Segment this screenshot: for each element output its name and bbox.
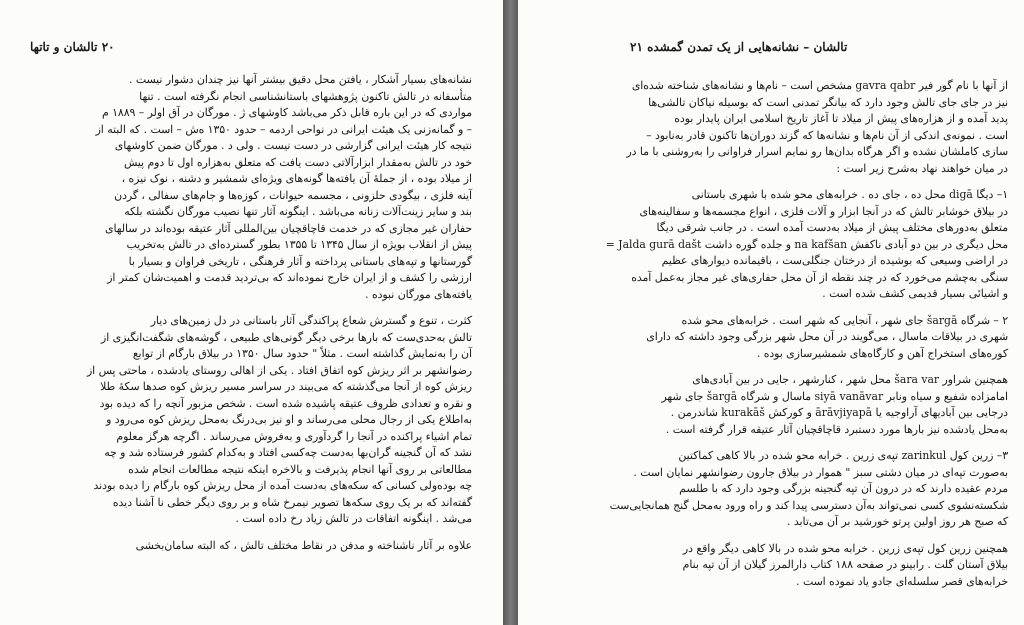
text-line: رضوانشهر بر اثر ریزش کوه اتفاق افتاد . یکی از اهالی روستای یادشده ، ماحتی پس از xyxy=(86,363,472,377)
text-line: متأسفانه در تالش تاکنون پژوهشهای باستانشناسی انجام نگرفته است . تنها xyxy=(139,89,472,103)
text-line: شکسته‌نشوی کسی نمی‌تواند به‌آن دسترسی پیدا کند و راه ورود به‌محل گنج همانجایی‌ست xyxy=(609,498,1008,512)
text-line: آینه فلزی ، بیگودی حلزونی ، مجسمه حیوانات ، کوزه‌ها و جام‌های سفالی ، گردن xyxy=(114,188,472,202)
paragraph xyxy=(630,372,1008,438)
right-page-header: تالشان – نشانه‌هایی از یک تمدن گمشده ۲۱ xyxy=(630,40,848,54)
text-line: چه بوده‌ولی کسانی که سکه‌های به‌دست آمده از محل ریزش کوه بارگام را دیده بودند xyxy=(93,479,472,492)
text-line: سنگی به‌چشم می‌خورد که در چند نقطه از آن محل حفاری‌های غیر مجاز به‌عمل آمده xyxy=(631,270,1008,284)
text-line: نیز در جای جای تالش وجود دارد که بیانگر تمدنی است که بوسیله نیاکان تالشی‌ها xyxy=(648,95,1008,109)
text-line: مواردی که در این باره قابل ذکر می‌باشد کاوشهای ژ . مورگان در آق اولر – ۱۸۸۹ م xyxy=(102,106,472,119)
paragraph-gap xyxy=(630,531,1008,541)
text-line: ۲ – شرگاه šargā جای شهر ، آنجایی که شهر است . خرابه‌های محو شده xyxy=(681,313,1008,327)
text-line: ارزشی را کشف و از ایران خارج نموده‌اند که بی‌تردید قدمت و اهمیت‌شان کمتر از xyxy=(107,271,472,284)
text-line: گفته‌اند که بر یک روی سکه‌ها تصویر نیمرخ شاه و بر روی دیگر خطی نا آشنا دیده xyxy=(112,495,472,509)
paragraph xyxy=(630,313,1008,363)
paragraph-gap xyxy=(630,438,1008,448)
text-line: می‌شد . اینگونه اتفاقات در تالش زیاد رخ داده است . xyxy=(235,512,472,525)
text-line: و نقره و تعدادی ظروف عتیقه پاشیده شده است . شخص مزبور آنچه را که دیده بود xyxy=(99,396,472,410)
text-line: نشد که آن گنجینه گران‌بها به‌دست چه‌کسی افتاد و به‌کدام کشور فرستاده شد و چه xyxy=(104,446,472,459)
text-line: کثرت ، تنوع و گسترش شعاع پراکندگی آثار باستانی در دل زمین‌های دیار xyxy=(150,314,472,327)
paragraph xyxy=(626,78,1008,177)
text-line: و اشیائی بسیار قدیمی کشف شده است . xyxy=(822,287,1008,300)
left-page-header: ۲۰ تالشان و تاتها xyxy=(30,40,115,54)
text-line: مطالعاتی بر روی آنها انجام پذیرفت و بالاخره اینکه نتیجه مطالعات انجام شده xyxy=(128,462,472,476)
text-line: بیلاق آستان گلت . رابینو در صفحه ۱۸۸ کتاب دارالمرز گیلان از آن تپه بنام xyxy=(682,558,1008,571)
text-line: بند و سایر زینت‌آلات زنانه می‌باشد . اینگونه آثار تنها نصیب مورگان نگشته بلکه xyxy=(124,205,472,218)
paragraph-gap xyxy=(630,177,1008,187)
paragraph-gap xyxy=(28,303,472,313)
paragraph xyxy=(630,541,1008,591)
text-line: که صبح هر روز اولین پرتو خورشید بر آن می‌تابد . xyxy=(787,515,1008,528)
text-line: از آنها با نام گور فیر gavra qabr مشخص است – نام‌ها و نشانه‌های شناخته شده‌ای xyxy=(631,79,1008,92)
text-line: – و گمانه‌زنی یک هیئت ایرانی در نواحی اردمه – حدود ۱۳۵۰ ه‌ش – است . که البته از xyxy=(95,122,472,136)
text-line: به‌اطلاع یکی از رجال محلی می‌رساند و او نیز بی‌درنگ به‌محل ریزش کوه می‌رود و xyxy=(106,413,472,426)
text-line: محل دیگری در بین دو آبادی ناکفش na kafšan و جلده گوره داشت Jalda gurā dašt = xyxy=(605,237,1008,251)
text-line: ریزش کوه از آنجا می‌گذشته که می‌بیند در سراسر مسیر ریزش کوه صدها سکهٔ طلا xyxy=(100,380,472,393)
left-page xyxy=(0,0,503,625)
text-line: شهری در بیلاقات ماسال ، می‌گویند در آن محل شهر بزرگی وجود داشته که دارای xyxy=(646,330,1008,343)
text-line: در میان خواهند نهاد به‌شرح زیر است : xyxy=(836,161,1008,175)
paragraph xyxy=(28,313,472,528)
text-line: همچنین شراور šara var محل شهر ، کنارشهر ، جایی در بین آبادی‌های xyxy=(692,373,1008,386)
text-line: متعلق به‌دورهای مختلف پیش از میلاد به‌دست آمده است . در جانب شرقی دیگا xyxy=(656,221,1008,234)
text-line: امامزاده شفیع و سیاه ونابر siyā vanāvar ماسال و شرگاه šargā جای شهر xyxy=(661,389,1008,403)
paragraph xyxy=(605,187,1008,303)
text-line: گورستانها و تپه‌های باستانی پرداخته و آثار فرهنگی ، تاریخی فراوان و بسیار با xyxy=(128,254,472,268)
text-line: در اراضی وسیعی که بوشیده از درختان جنگلی‌ست ، باقیمانده دیوارهای عظیم xyxy=(661,254,1008,267)
text-line: مردم عقیده دارند که در درون آن تپه گنجینه بزرگی وجود دارد که با طلسم xyxy=(679,482,1008,495)
text-line: نشانه‌های بسیار آشکار ، یافتن محل دقیق بیشتر آنها نیز چندان دشوار نیست . xyxy=(129,73,472,86)
paragraph xyxy=(28,72,472,303)
text-line: است . نمونه‌ی اندکی از آن نام‌ها و نشانه‌ها که گزند دوران‌ها تاکنون قادر به‌نابود – xyxy=(646,128,1008,142)
text-line: پیش از انقلاب بویژه از سال ۱۳۴۵ تا ۱۳۵۵ بطور گسترده‌ای در تالش به‌تخریب xyxy=(126,238,472,251)
text-line: خرابه‌های قصر سلسله‌ای جادو یاد نموده است . xyxy=(796,574,1008,588)
text-line: در بیلاق خوشابر تالش که در آنجا ابزار و آلات فلزی ، انواع مجسمه‌ها و سفالینه‌های xyxy=(639,204,1008,218)
left-page-body xyxy=(28,72,472,554)
text-line: ۱– دیگا digā محل ده ، جای ده . خرابه‌های محو شده با شهری باستانی xyxy=(691,188,1008,201)
text-line: یافته‌های مورگان نبوده . xyxy=(365,287,472,301)
paragraph-gap xyxy=(630,303,1008,313)
text-line: خود در تالش به‌مقدار ابزارآلاتی دست یافت که متعلق به‌هزاره اول تا دوم پیش xyxy=(124,155,472,169)
paragraph-gap xyxy=(28,528,472,538)
paragraph-gap xyxy=(630,362,1008,372)
text-line: پدید آمده و از هزاره‌های پیش از میلاد تا آغاز تاریخ اسلامی ایران پایدار بوده xyxy=(674,112,1008,125)
text-line: از میلاد بوده ، از جملهٔ آن یافته‌ها گونه‌های ویژه‌ای شمشیر و دشنه ، نوک نیزه ، xyxy=(121,172,472,185)
text-line: تالش به‌حدی‌ست که بارها برخی دیگر گونی‌های طبیعی ، گوشه‌های شگفت‌انگیزی از xyxy=(101,330,472,344)
text-line: ۳– زرین کول zarinkul تپه‌ی زرین . خرابه محو شده در بالا کاهی کماکتین xyxy=(678,449,1008,462)
text-line: نتیجه کار هیئت ایرانی گزارشی در دست نیست . ولی د . مورگان ضمن کاوشهای xyxy=(114,139,472,152)
text-line: حفاران غیر مجازی که در خدمت قاچاقچیان بین‌المللی آثار عتیقه بوده‌اند در سالهای xyxy=(105,221,472,235)
text-line: تمام اشیاء پراکنده در آنجا را گردآوری و به‌فروش می‌رساند . اگرچه هرگز معلوم xyxy=(116,429,472,443)
text-line: کوره‌های استخراج آهن و کارگاه‌های شمشیرسازی بوده . xyxy=(756,346,1008,360)
text-line: آن را به‌نمایش گذاشته است . مثلاً " حدود سال ۱۳۵۰ در بیلاق بارگام از توابع xyxy=(132,347,472,360)
paragraph xyxy=(28,538,472,555)
right-page-body xyxy=(605,78,1008,590)
text-line: درجایی بین آبادیهای آراوجیه یا ārāvjiyapā و کورکش kurakāš شاندرمن . xyxy=(670,406,1008,419)
right-page xyxy=(518,0,1024,625)
text-line: به‌محل یادشده نیز بارها مورد دستبرد قاچاقچیان آثار عتیقه قرار گرفته است . xyxy=(665,422,1008,436)
text-line: به‌صورت تپه‌ای در میان دشتی سبز " هموار در بیلاق جارون رضوانشهر نمایان است . xyxy=(633,465,1008,479)
text-line: همچنین زرین کول تپه‌ی زرین . خرابه محو شده در بالا کاهی دیگر واقع در xyxy=(682,541,1008,555)
book-gutter xyxy=(503,0,518,625)
text-line: علاوه بر آثار ناشناخته و مدفن در نقاط مختلف تالش ، که البته سامان‌بخشی xyxy=(135,538,472,552)
paragraph xyxy=(609,448,1008,531)
text-line: سازی کاملشان نشده و اگر هرگاه بدان‌ها رو نمایم اسرار فراوانی را به‌روشنی با ما در xyxy=(626,145,1008,158)
